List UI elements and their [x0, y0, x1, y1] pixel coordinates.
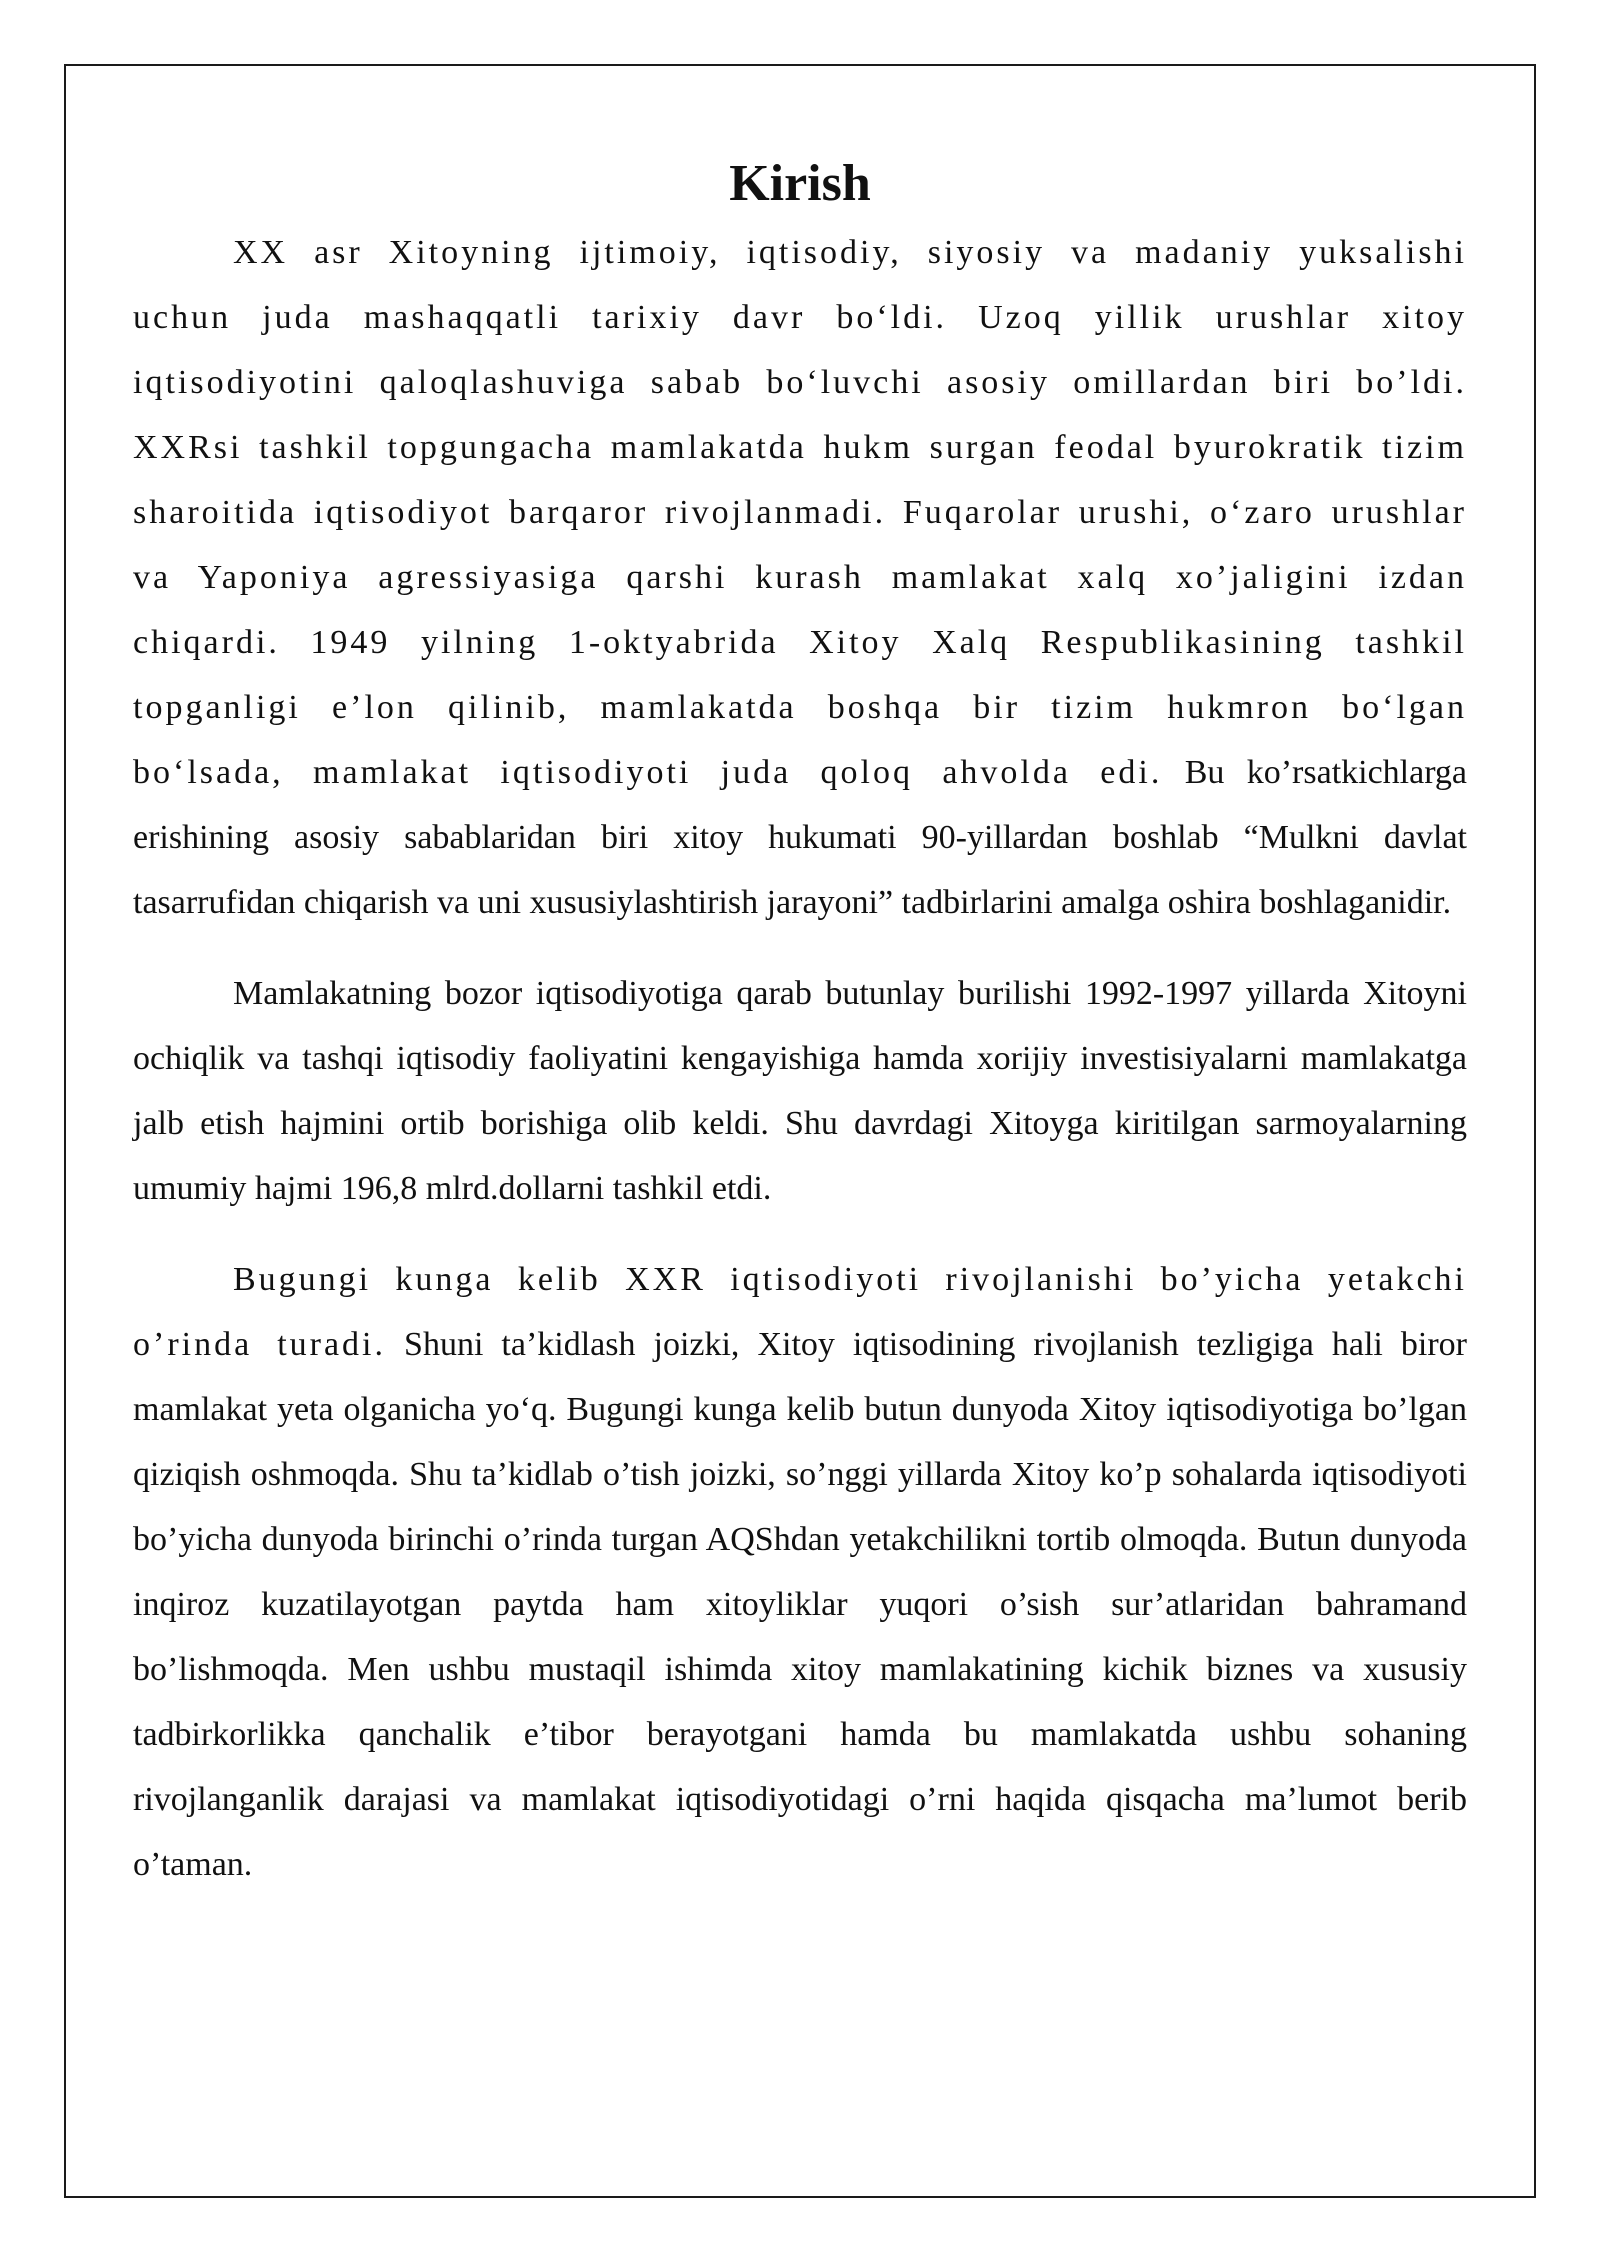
paragraph-3: [133, 1247, 1467, 1897]
paragraph-1: [133, 220, 1467, 935]
paragraph-2: Mamlakatning bozor iqtisodiyotiga qarab butunlay burilishi 1992-1997 yillarda Xitoyni ochiqlik va tashqi iqtisodiy faoliyatini kengayishiga hamda xorijiy investisiyalarni mamlakatga jalb etish hajmini ortib borishiga olib keldi. Shu davrdagi Xitoyga kiritilgan sarmoyalarning umumiy hajmi 196,8 mlrd.dollarni tashkil etdi.: [133, 975, 1467, 1207]
paragraph-1-spaced-text: XX asr Xitoyning ijtimoiy, iqtisodiy, siyosiy va madaniy yuksalishi uchun juda mashaqqatli tarixiy davr bo‘ldi. Uzoq yillik urushlar xitoy iqtisodiyotini qaloqlashuviga sabab bo‘luvchi asosiy omillardan biri bo’ldi. XXRsi tashkil topgungacha mamlakatda hukm surgan feodal byurokratik tizim sharoitida iqtisodiyot barqaror rivojlanmadi. Fuqarolar urushi, o‘zaro urushlar va Yaponiya agressiyasiga qarshi kurash mamlakat xalq xo’jaligini izdan chiqardi. 1949 yilning 1-oktyabrida Xitoy Xalq Respublikasining tashkil topganligi e’lon qilinib, mamlakatda boshqa bir tizim hukmron bo‘lgan bo‘lsada, mamlakat iqtisodiyoti juda qoloq ahvolda edi.: [133, 234, 1467, 791]
page-title: Kirish: [729, 155, 871, 212]
paragraph-spacer: [133, 935, 1467, 961]
paragraph-spacer: [133, 1221, 1467, 1247]
paragraph-1-text: Bu ko’rsatkichlarga erishining asosiy sabablaridan biri xitoy hukumati 90-yillardan boshlab “Mulkni davlat tasarrufidan chiqarish va uni xususiylashtirish jarayoni” tadbirlarini amalga oshira boshlaganidir.: [133, 754, 1468, 921]
paragraph-3-text: Shuni ta’kidlash joizki, Xitoy iqtisodining rivojlanish tezligiga hali biror mamlakat yeta olganicha yo‘q. Bugungi kunga kelib butun dunyoda Xitoy iqtisodiyotiga bo’lgan qiziqish oshmoqda. Shu ta’kidlab o’tish joizki, so’nggi yillarda Xitoy ko’p sohalarda iqtisodiyoti bo’yicha dunyoda birinchi o’rinda turgan AQShdan yetakchilikni tortib olmoqda. Butun dunyoda inqiroz kuzatilayotgan paytda ham xitoyliklar yuqori o’sish sur’atlaridan bahramand bo’lishmoqda. Men ushbu mustaqil ishimda xitoy mamlakatining kichik biznes va xususiy tadbirkorlikka qanchalik e’tibor berayotgani hamda bu mamlakatda ushbu sohaning rivojlanganlik darajasi va mamlakat iqtisodiyotidagi o’rni haqida qisqacha ma’lumot berib o’taman.: [133, 1326, 1467, 1883]
document-body: [133, 148, 1467, 1897]
paragraph-3-spaced-text: Bugungi kunga kelib XXR iqtisodiyoti rivojlanishi bo’yicha yetakchi o’rinda turadi.: [133, 1261, 1467, 1363]
